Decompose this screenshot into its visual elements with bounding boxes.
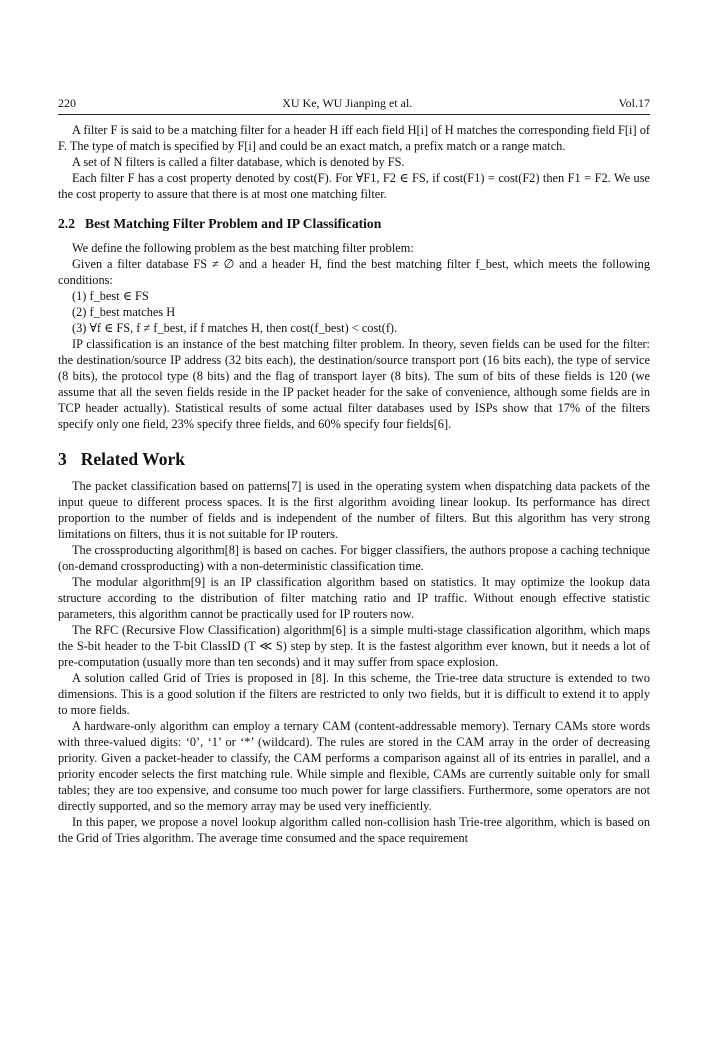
paragraph: Each filter F has a cost property denoted by cost(F). For ∀F1, F2 ∈ FS, if cost(F1) = cost(F2) then F1 = F2. We use the cost property to assure that there is at most one matching filter. [58,171,650,201]
paragraph: Given a filter database FS ≠ ∅ and a header H, find the best matching filter f_best, which meets the following conditions: [58,257,650,287]
section-2-2-heading [58,216,650,232]
volume-label: Vol.17 [618,96,650,110]
condition-item: (2) f_best matches H [72,305,176,319]
section-title: Related Work [80,449,185,469]
paragraph: In this paper, we propose a novel lookup algorithm called non-collision hash Trie-tree algorithm, which is based on the Grid of Tries algorithm. The average time consumed and the space requirement [58,815,650,845]
section-number: 3 [58,449,67,469]
paragraph: A set of N filters is called a filter database, which is denoted by FS. [72,155,405,169]
condition-item: (1) f_best ∈ FS [72,289,149,303]
running-authors: XU Ke, WU Jianping et al. [282,96,413,110]
paragraph: IP classification is an instance of the best matching filter problem. In theory, seven fields can be used for the filter: the destination/source IP address (32 bits each), the destination/source transport port (16 bits each), the type of service (8 bits), the protocol type (8 bits) and the flag of transport layer (8 bits). The sum of bits of these fields is 120 (we assume that all the seven fields reside in the IP packet header for the sake of convenience, although some fields are in TCP header actually). Statistical results of some actual filter databases used by ISPs show that 17% of the filters specify only one field, 23% specify three fields, and 60% specify four fields[6]. [58,337,650,431]
paragraph: The crossproducting algorithm[8] is based on caches. For bigger classifiers, the authors propose a caching technique (on-demand crossproducting) with a non-deterministic classification time. [58,543,650,573]
paragraph: We define the following problem as the best matching filter problem: [72,241,414,255]
paragraph: The RFC (Recursive Flow Classification) algorithm[6] is a simple multi-stage classification algorithm, which maps the S-bit header to the T-bit ClassID (T ≪ S) step by step. It is the fastest algorithm ever known, but it needs a lot of pre-computation (usually more than ten seconds) and it may suffer from space explosion. [58,623,650,669]
paragraph: A hardware-only algorithm can employ a ternary CAM (content-addressable memory). Ternary CAMs store words with three-valued digits: ‘0’, ‘1’ or ‘*’ (wildcard). The rules are stored in the CAM array in the order of decreasing priority. Given a packet-header to classify, the CAM performs a comparison against all of its entries in parallel, and a priority encoder selects the first matching rule. While simple and flexible, CAMs are currently suitable only for small tables; they are too expensive, and consume too much power for large classifiers. Furthermore, some operators are not directly supported, and so the memory array may be used very inefficiently. [58,719,650,813]
paragraph: The modular algorithm[9] is an IP classification algorithm based on statistics. It may optimize the lookup data structure according to the distribution of filter matching ratio and IP traffic. Without enough effective statistic parameters, this algorithm cannot be practically used for IP routers now. [58,575,650,621]
condition-item: (3) ∀f ∈ FS, f ≠ f_best, if f matches H, then cost(f_best) < cost(f). [72,321,398,335]
running-header [58,96,650,115]
page [58,96,650,846]
section-2-1-body [58,122,650,202]
page-number: 220 [58,96,76,110]
paragraph: A filter F is said to be a matching filter for a header H iff each field H[i] of H matches the corresponding field F[i] of F. The type of match is specified by F[i] and could be an exact match, a prefix match or a range match. [58,123,650,153]
section-2-2-body [58,240,650,432]
section-title: Best Matching Filter Problem and IP Classification [85,216,382,231]
paragraph: A solution called Grid of Tries is proposed in [8]. In this scheme, the Trie-tree data structure is extended to two dimensions. This is a good solution if the filters are restricted to only two fields, but it is difficult to extend it to apply to more fields. [58,671,650,717]
paragraph: The packet classification based on patterns[7] is used in the operating system when dispatching data packets of the input queue to different process spaces. It is the first algorithm avoiding linear lookup. Its performance has direct proportion to the number of fields and is independent of the number of filters. But this algorithm has very strong limitations on filters, thus it is not suitable for IP routers. [58,479,650,541]
section-3-heading [58,449,650,470]
section-number: 2.2 [58,216,75,231]
section-3-body [58,478,650,846]
